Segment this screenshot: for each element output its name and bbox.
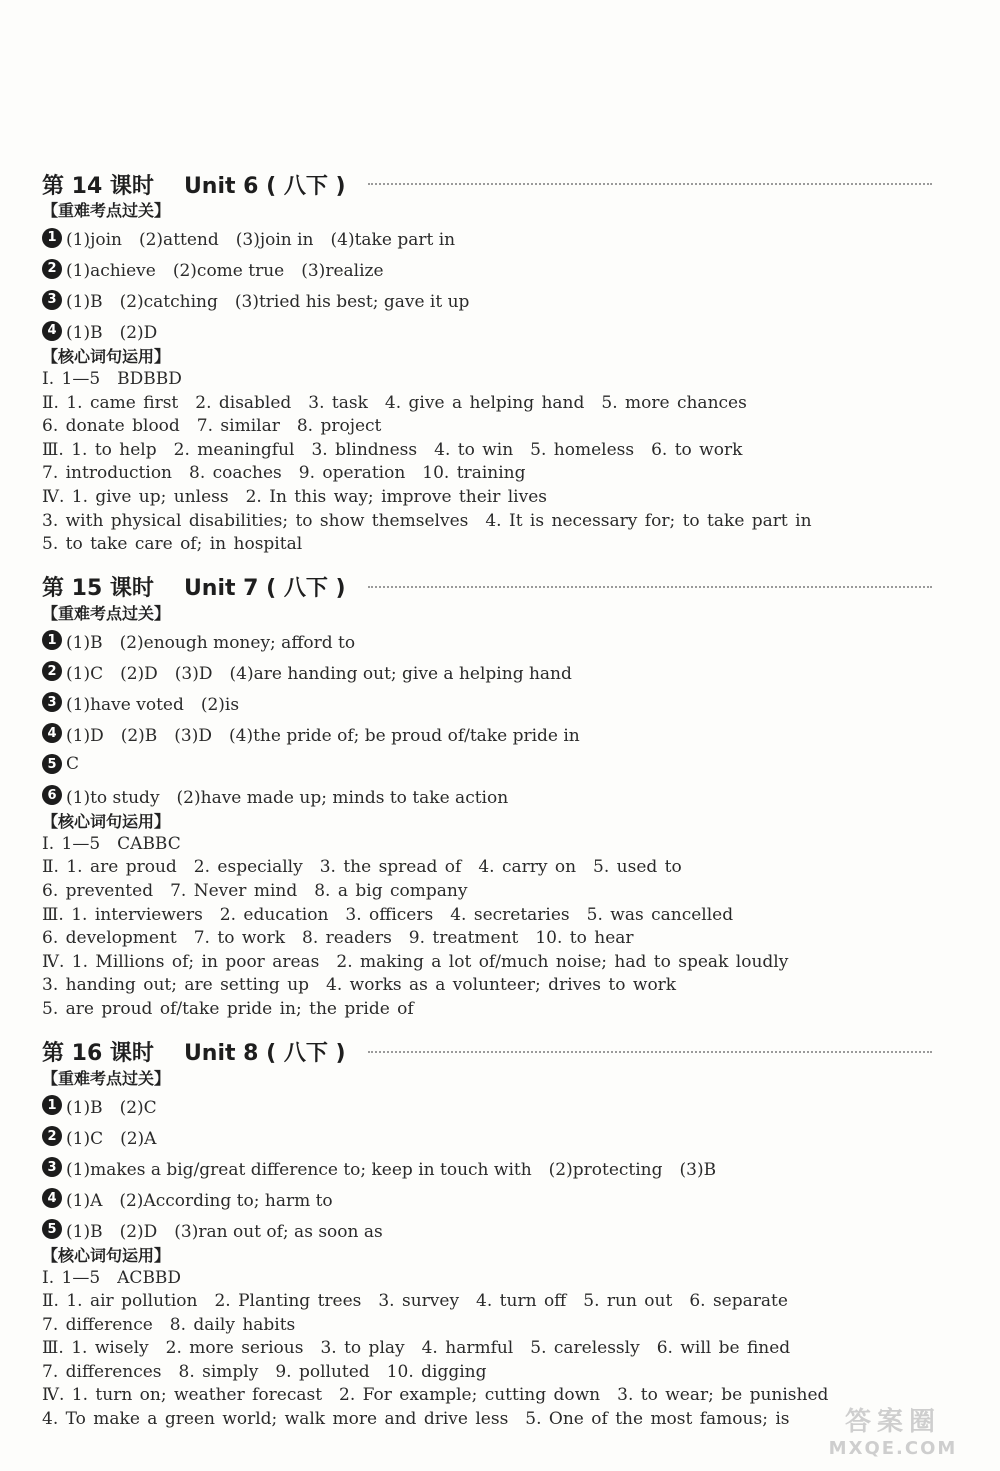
key-point-row (42, 749, 932, 780)
circled-number-icon: 2 (42, 259, 62, 279)
key-point-row (42, 1121, 932, 1152)
circled-number-icon: 4 (42, 723, 62, 743)
unit-title: Unit 7 ( 八下 ) (183, 576, 346, 602)
key-point-row (42, 1090, 932, 1121)
exercise-answer-line: Ⅲ. 1. to help 2. meaningful 3. blindness 4. to win 5. homeless 6. to work (42, 439, 743, 460)
exercise-answer-line: 3. with physical disabilities; to show themselves 4. It is necessary for; to take part in (42, 510, 812, 531)
exercise-answer-line: 5. are proud of/take pride in; the pride of (42, 998, 414, 1019)
lesson-section (42, 571, 932, 1022)
dotted-rule (368, 586, 932, 588)
exercise-answer-line: Ⅰ. 1—5 CABBC (42, 833, 181, 854)
key-point-row (42, 1183, 932, 1214)
key-point-row (42, 1152, 932, 1183)
key-points-title: 【重难考点过关】 (42, 1068, 171, 1088)
lesson-section (42, 168, 932, 557)
key-point-row (42, 1214, 932, 1245)
key-point-row (42, 625, 932, 656)
circled-number-icon: 4 (42, 321, 62, 341)
key-point-answer: (1)B (2)D (3)ran out of; as soon as (66, 1221, 383, 1242)
key-point-row (42, 253, 932, 284)
exercise-answer-line: 7. differences 8. simply 9. polluted 10. digging (42, 1361, 487, 1382)
circled-number-icon: 2 (42, 1126, 62, 1146)
circled-number-icon: 1 (42, 630, 62, 650)
key-point-row (42, 780, 932, 811)
key-point-answer: (1)C (2)D (3)D (4)are handing out; give a helping hand (66, 663, 572, 684)
circled-number-icon: 1 (42, 1095, 62, 1115)
key-point-row (42, 656, 932, 687)
key-point-row (42, 222, 932, 253)
watermark-logo: 答案圈 (844, 1407, 941, 1437)
key-point-answer: (1)D (2)B (3)D (4)the pride of; be proud of/take pride in (66, 725, 580, 746)
exercise-answer-line: 4. To make a green world; walk more and drive less 5. One of the most famous; is (42, 1409, 790, 1430)
exercise-answer-line: Ⅱ. 1. air pollution 2. Planting trees 3. survey 4. turn off 5. run out 6. separate (42, 1291, 788, 1312)
key-points-title: 【重难考点过关】 (42, 201, 171, 220)
key-point-answer: (1)B (2)catching (3)tried his best; gave it up (66, 292, 470, 312)
exercise-title: 【核心词句运用】 (42, 1245, 171, 1265)
exercise-answer-line: 6. donate blood 7. similar 8. project (42, 416, 382, 437)
section-header (42, 168, 932, 200)
exercise-answer-line: Ⅱ. 1. are proud 2. especially 3. the spread of 4. carry on 5. used to (42, 857, 682, 878)
exercise-title: 【核心词句运用】 (42, 811, 171, 831)
exercise-answer-line: 3. handing out; are setting up 4. works as a volunteer; drives to work (42, 975, 677, 996)
exercise-answer-line: Ⅳ. 1. turn on; weather forecast 2. For example; cutting down 3. to wear; be punished (42, 1385, 829, 1406)
exercise-answer-line: 5. to take care of; in hospital (42, 534, 303, 555)
exercise-answer-line: 6. prevented 7. Never mind 8. a big company (42, 880, 468, 901)
exercise-answer-line: Ⅰ. 1—5 BDBBD (42, 369, 182, 389)
key-point-row (42, 718, 932, 749)
exercise-title: 【核心词句运用】 (42, 347, 171, 366)
exercise-answer-line: 6. development 7. to work 8. readers 9. treatment 10. to hear (42, 928, 634, 949)
lesson-number: 第 16 课时 (42, 1041, 154, 1066)
circled-number-icon: 4 (42, 1188, 62, 1208)
key-point-answer: (1)to study (2)have made up; minds to take action (66, 787, 509, 808)
exercise-answer-line: 7. difference 8. daily habits (42, 1314, 296, 1335)
exercise-answer-line: Ⅳ. 1. Millions of; in poor areas 2. making a lot of/much noise; had to speak loudly (42, 951, 789, 972)
circled-number-icon: 3 (42, 290, 62, 310)
lesson-section (42, 1036, 932, 1432)
key-point-answer: (1)B (2)D (66, 323, 158, 343)
unit-title: Unit 8 ( 八下 ) (183, 1041, 346, 1066)
lesson-number: 第 15 课时 (42, 576, 154, 602)
watermark-text: MXQE.COM (828, 1438, 958, 1459)
key-point-answer: (1)B (2)enough money; afford to (66, 632, 356, 653)
circled-number-icon: 3 (42, 692, 62, 712)
key-point-row (42, 315, 932, 346)
key-point-answer: (1)join (2)attend (3)join in (4)take part in (66, 230, 456, 250)
dotted-rule (368, 183, 932, 185)
watermark (798, 1401, 988, 1463)
key-point-row (42, 284, 932, 315)
section-header (42, 1036, 932, 1068)
key-point-answer: (1)C (2)A (66, 1128, 157, 1149)
dotted-rule (368, 1051, 932, 1053)
section-header (42, 571, 932, 603)
key-point-answer: (1)B (2)C (66, 1097, 157, 1118)
key-point-answer: (1)achieve (2)come true (3)realize (66, 261, 384, 281)
exercise-answer-line: Ⅰ. 1—5 ACBBD (42, 1267, 182, 1288)
circled-number-icon: 1 (42, 228, 62, 248)
key-point-answer: (1)A (2)According to; harm to (66, 1190, 333, 1211)
circled-number-icon: 3 (42, 1157, 62, 1177)
exercise-answer-line: 7. introduction 8. coaches 9. operation 10. training (42, 463, 526, 484)
exercise-answer-line: Ⅳ. 1. give up; unless 2. In this way; improve their lives (42, 486, 548, 507)
exercise-answer-line: Ⅲ. 1. wisely 2. more serious 3. to play 4. harmful 5. carelessly 6. will be fined (42, 1338, 791, 1359)
circled-number-icon: 5 (42, 1219, 62, 1239)
circled-number-icon: 2 (42, 661, 62, 681)
circled-number-icon: 6 (42, 785, 62, 805)
key-points-title: 【重难考点过关】 (42, 603, 171, 623)
key-point-answer: C (66, 754, 80, 775)
unit-title: Unit 6 ( 八下 ) (183, 173, 346, 199)
key-point-row (42, 687, 932, 718)
answer-page (42, 168, 932, 1446)
circled-number-icon: 5 (42, 754, 62, 774)
key-point-answer: (1)have voted (2)is (66, 694, 240, 715)
exercise-answer-line: Ⅱ. 1. came first 2. disabled 3. task 4. give a helping hand 5. more chances (42, 392, 747, 413)
lesson-number: 第 14 课时 (42, 173, 154, 199)
exercise-answer-line: Ⅲ. 1. interviewers 2. education 3. officers 4. secretaries 5. was cancelled (42, 904, 734, 925)
key-point-answer: (1)makes a big/great difference to; keep in touch with (2)protecting (3)B (66, 1159, 717, 1180)
